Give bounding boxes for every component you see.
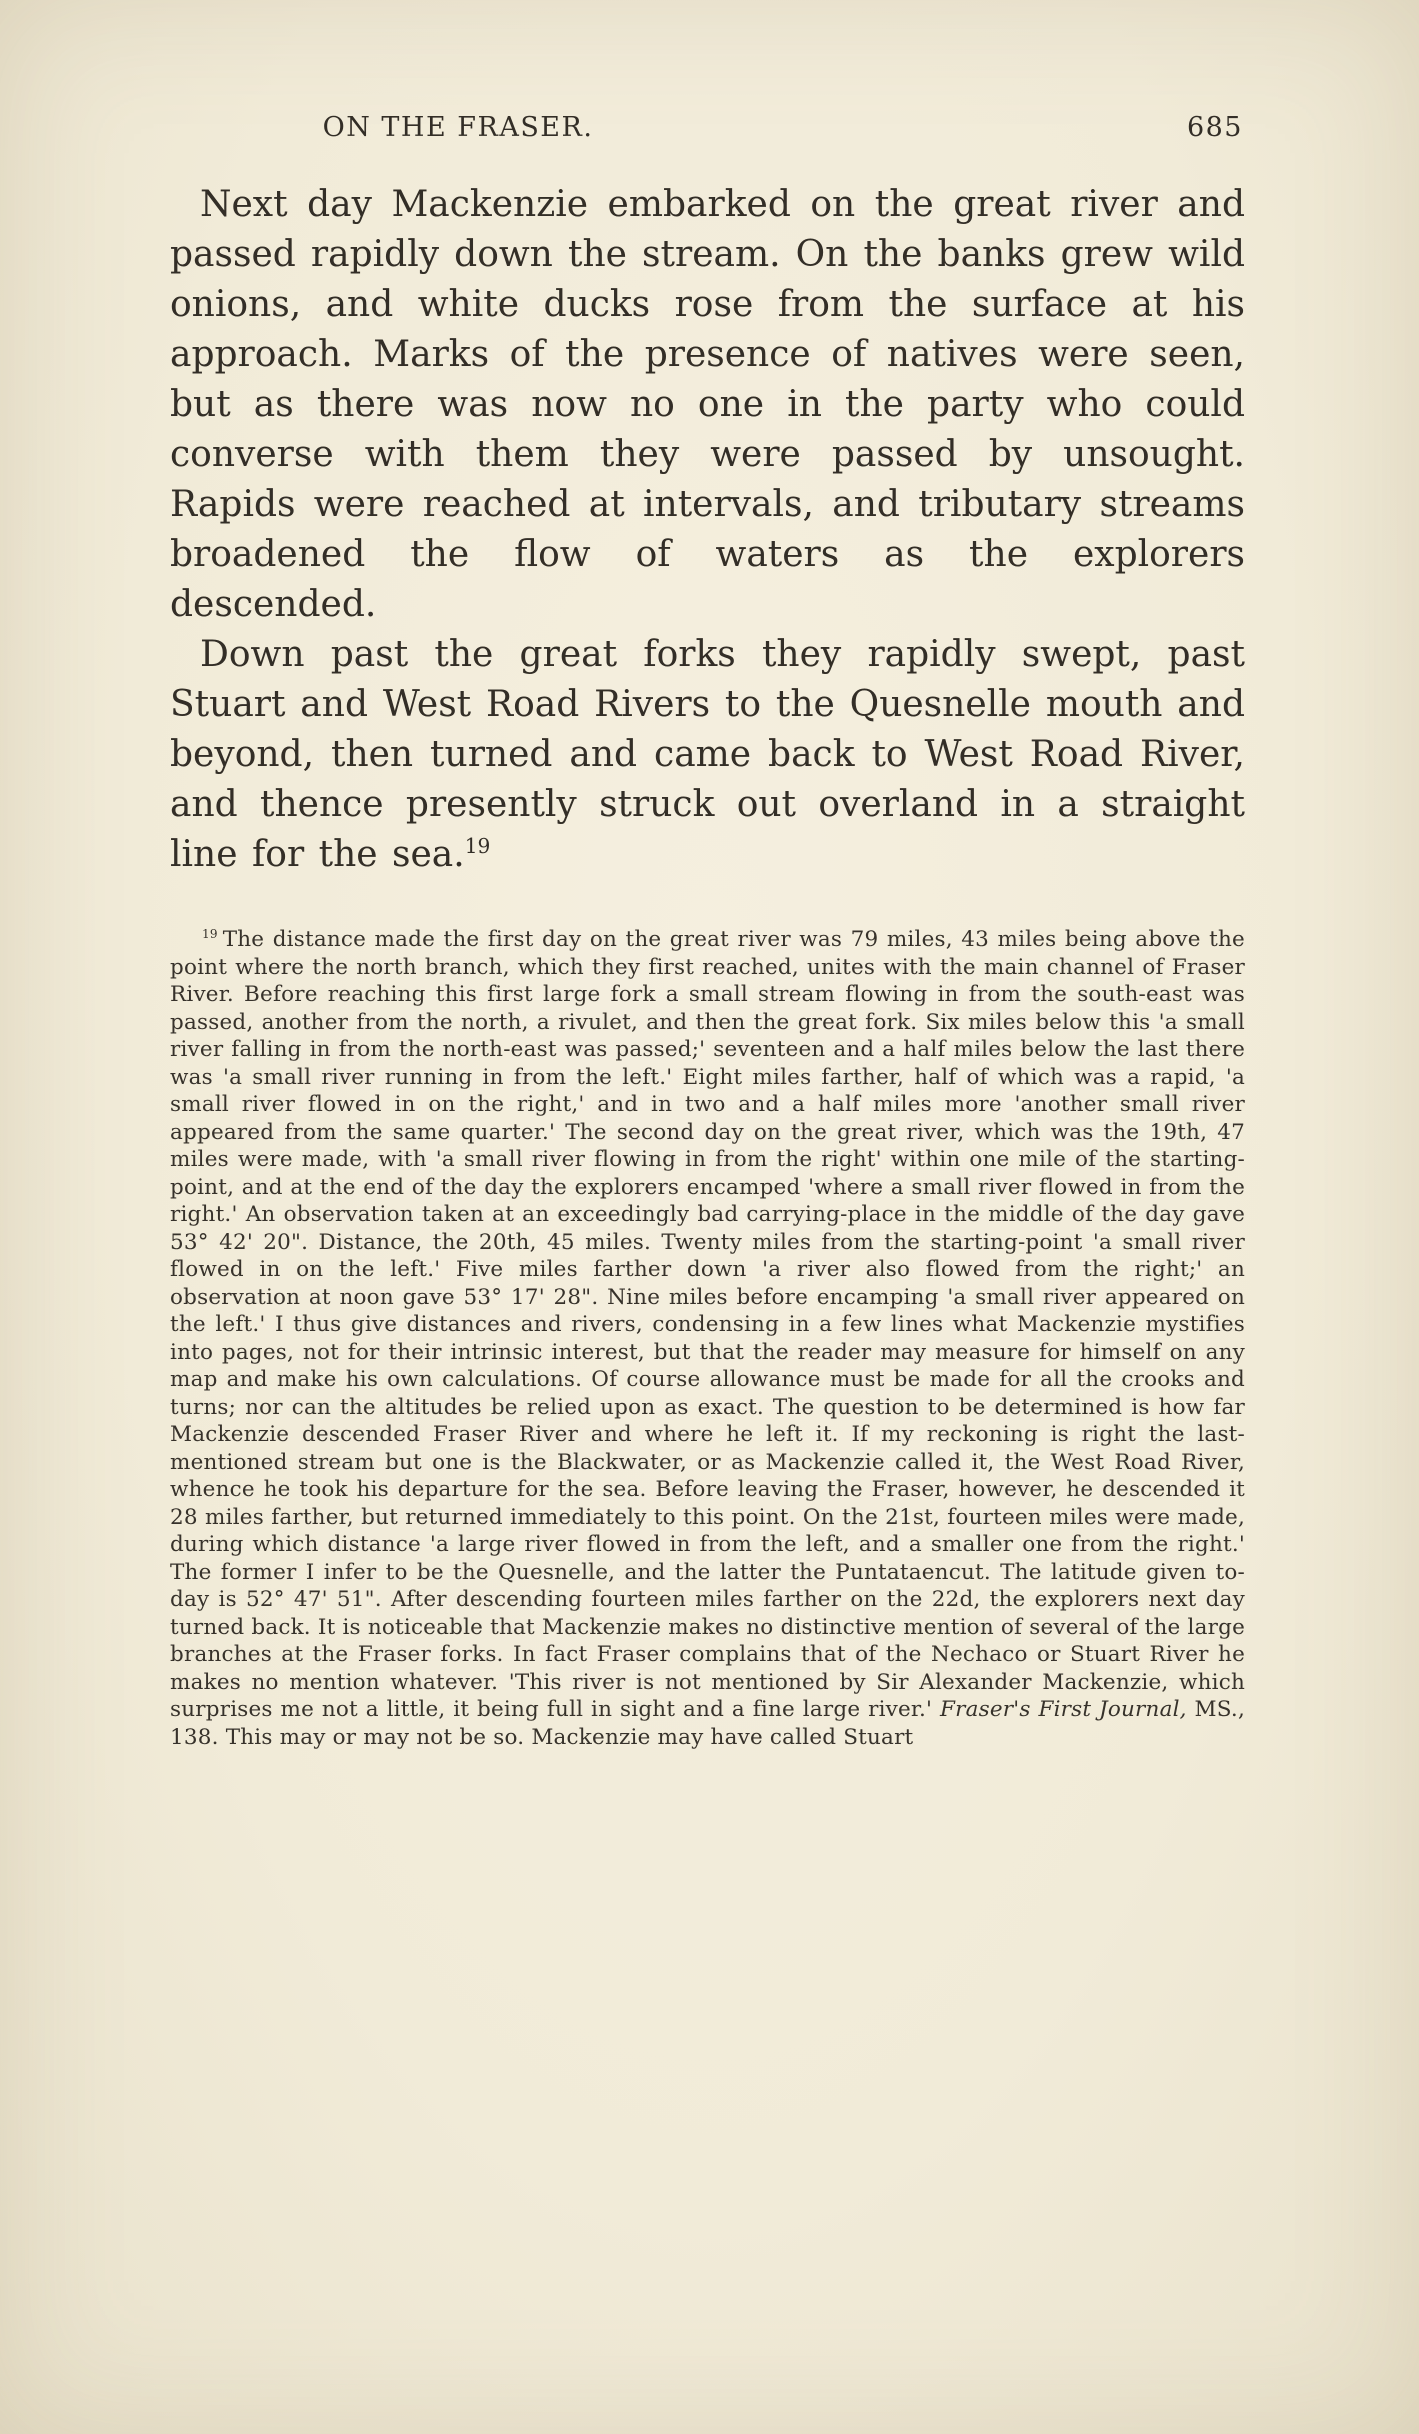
footnote-text: The distance made the first day on the great river was 79 miles, 43 miles being above the point where the north branch, which they first reached, unites with the main channel of Fraser River. Before reaching this first large fork a small stream flowing in from the south-east was passed, another from the north, a rivulet, and then the great fork. Six miles below this 'a small river falling in from the north-east was passed;' seventeen and a half miles below the last there was 'a small river running in from the left.' Eight miles farther, half of which was a rapid, 'a small river flowed in on the right,' and in two and a half miles more 'another small river appeared from the same quarter.' The second day on the great river, which was the 19th, 47 miles were made, with 'a small river flowing in from the right' within one mile of the starting-point, and at the end of the day the explorers encamped 'where a small river flowed in from the right.' An observation taken at an exceedingly bad carrying-place in the middle of the day gave 53° 42' 20". Distance, the 20th, 45 miles. Twenty miles from the starting-point 'a small river flowed in on the left.' Five miles farther down 'a river also flowed from the right;' an observation at noon gave 53° 17' 28". Nine miles before encamping 'a small river appeared on the left.' I thus give distances and rivers, condensing in a few lines what Mackenzie mystifies into pages, not for their intrinsic interest, but that the reader may measure for himself on any map and make his own calculations. Of course allowance must be made for all the crooks and turns; nor can the altitudes be relied upon as exact. The question to be determined is how far Mackenzie descended Fraser River and where he left it. If my reckoning is right the last-mentioned stream but one is the Blackwater, or as Mackenzie called it, the West Road River, whence he took his departure for the sea. Before leaving the Fraser, however, he descended it 28 miles farther, but returned immediately to this point. On the 21st, fourteen miles were made, during which distance 'a large river flowed in from the left, and a smaller one from the right.' The former I infer to be the Quesnelle, and the latter the Puntataencut. The latitude given to-day is 52° 47' 51". After descending fourteen miles farther on the 22d, the explorers next day turned back. It is noticeable that Mackenzie makes no distinctive mention of several of the large branches at the Fraser forks. In fact Fraser complains that of the Nechaco or Stuart River he makes no mention whatever. 'This river is not mentioned by Sir Alexander Mackenzie, which surprises me not a little, it being full in sight and a fine large river.' [170,927,1245,1722]
paragraph [170,630,1245,880]
paragraph-text: Next day Mackenzie embarked on the great river and passed rapidly down the stream. On the banks grew wild onions, and white ducks rose from the surface at his approach. Marks of the presence of natives were seen, but as there was now no one in the party who could converse with them they were passed by unsought. Rapids were reached at intervals, and tributary streams broadened the flow of waters as the explorers descended. [170,184,1245,625]
footnote-marker: 19 [202,926,218,941]
main-text [170,180,1245,880]
page-header [170,112,1245,154]
footnote-reference: 19 [464,834,491,858]
running-head-title: ON THE FRASER. [322,112,594,143]
footnote-paragraph [170,926,1245,1751]
paragraph-text: Down past the great forks they rapidly swept, past Stuart and West Road Rivers to the Quesnelle mouth and beyond, then turned and came back to West Road River, and thence presently struck out overland in a straight line for the sea. [170,634,1245,875]
paragraph [170,180,1245,630]
footnote-section [170,926,1245,1751]
footnote-citation-italic: Fraser's First Journal, [940,1697,1187,1722]
footnote-text-after: MS., 138. This may or may not be so. Mackenzie may have called Stuart [170,1697,1245,1750]
page-number: 685 [1186,112,1243,143]
